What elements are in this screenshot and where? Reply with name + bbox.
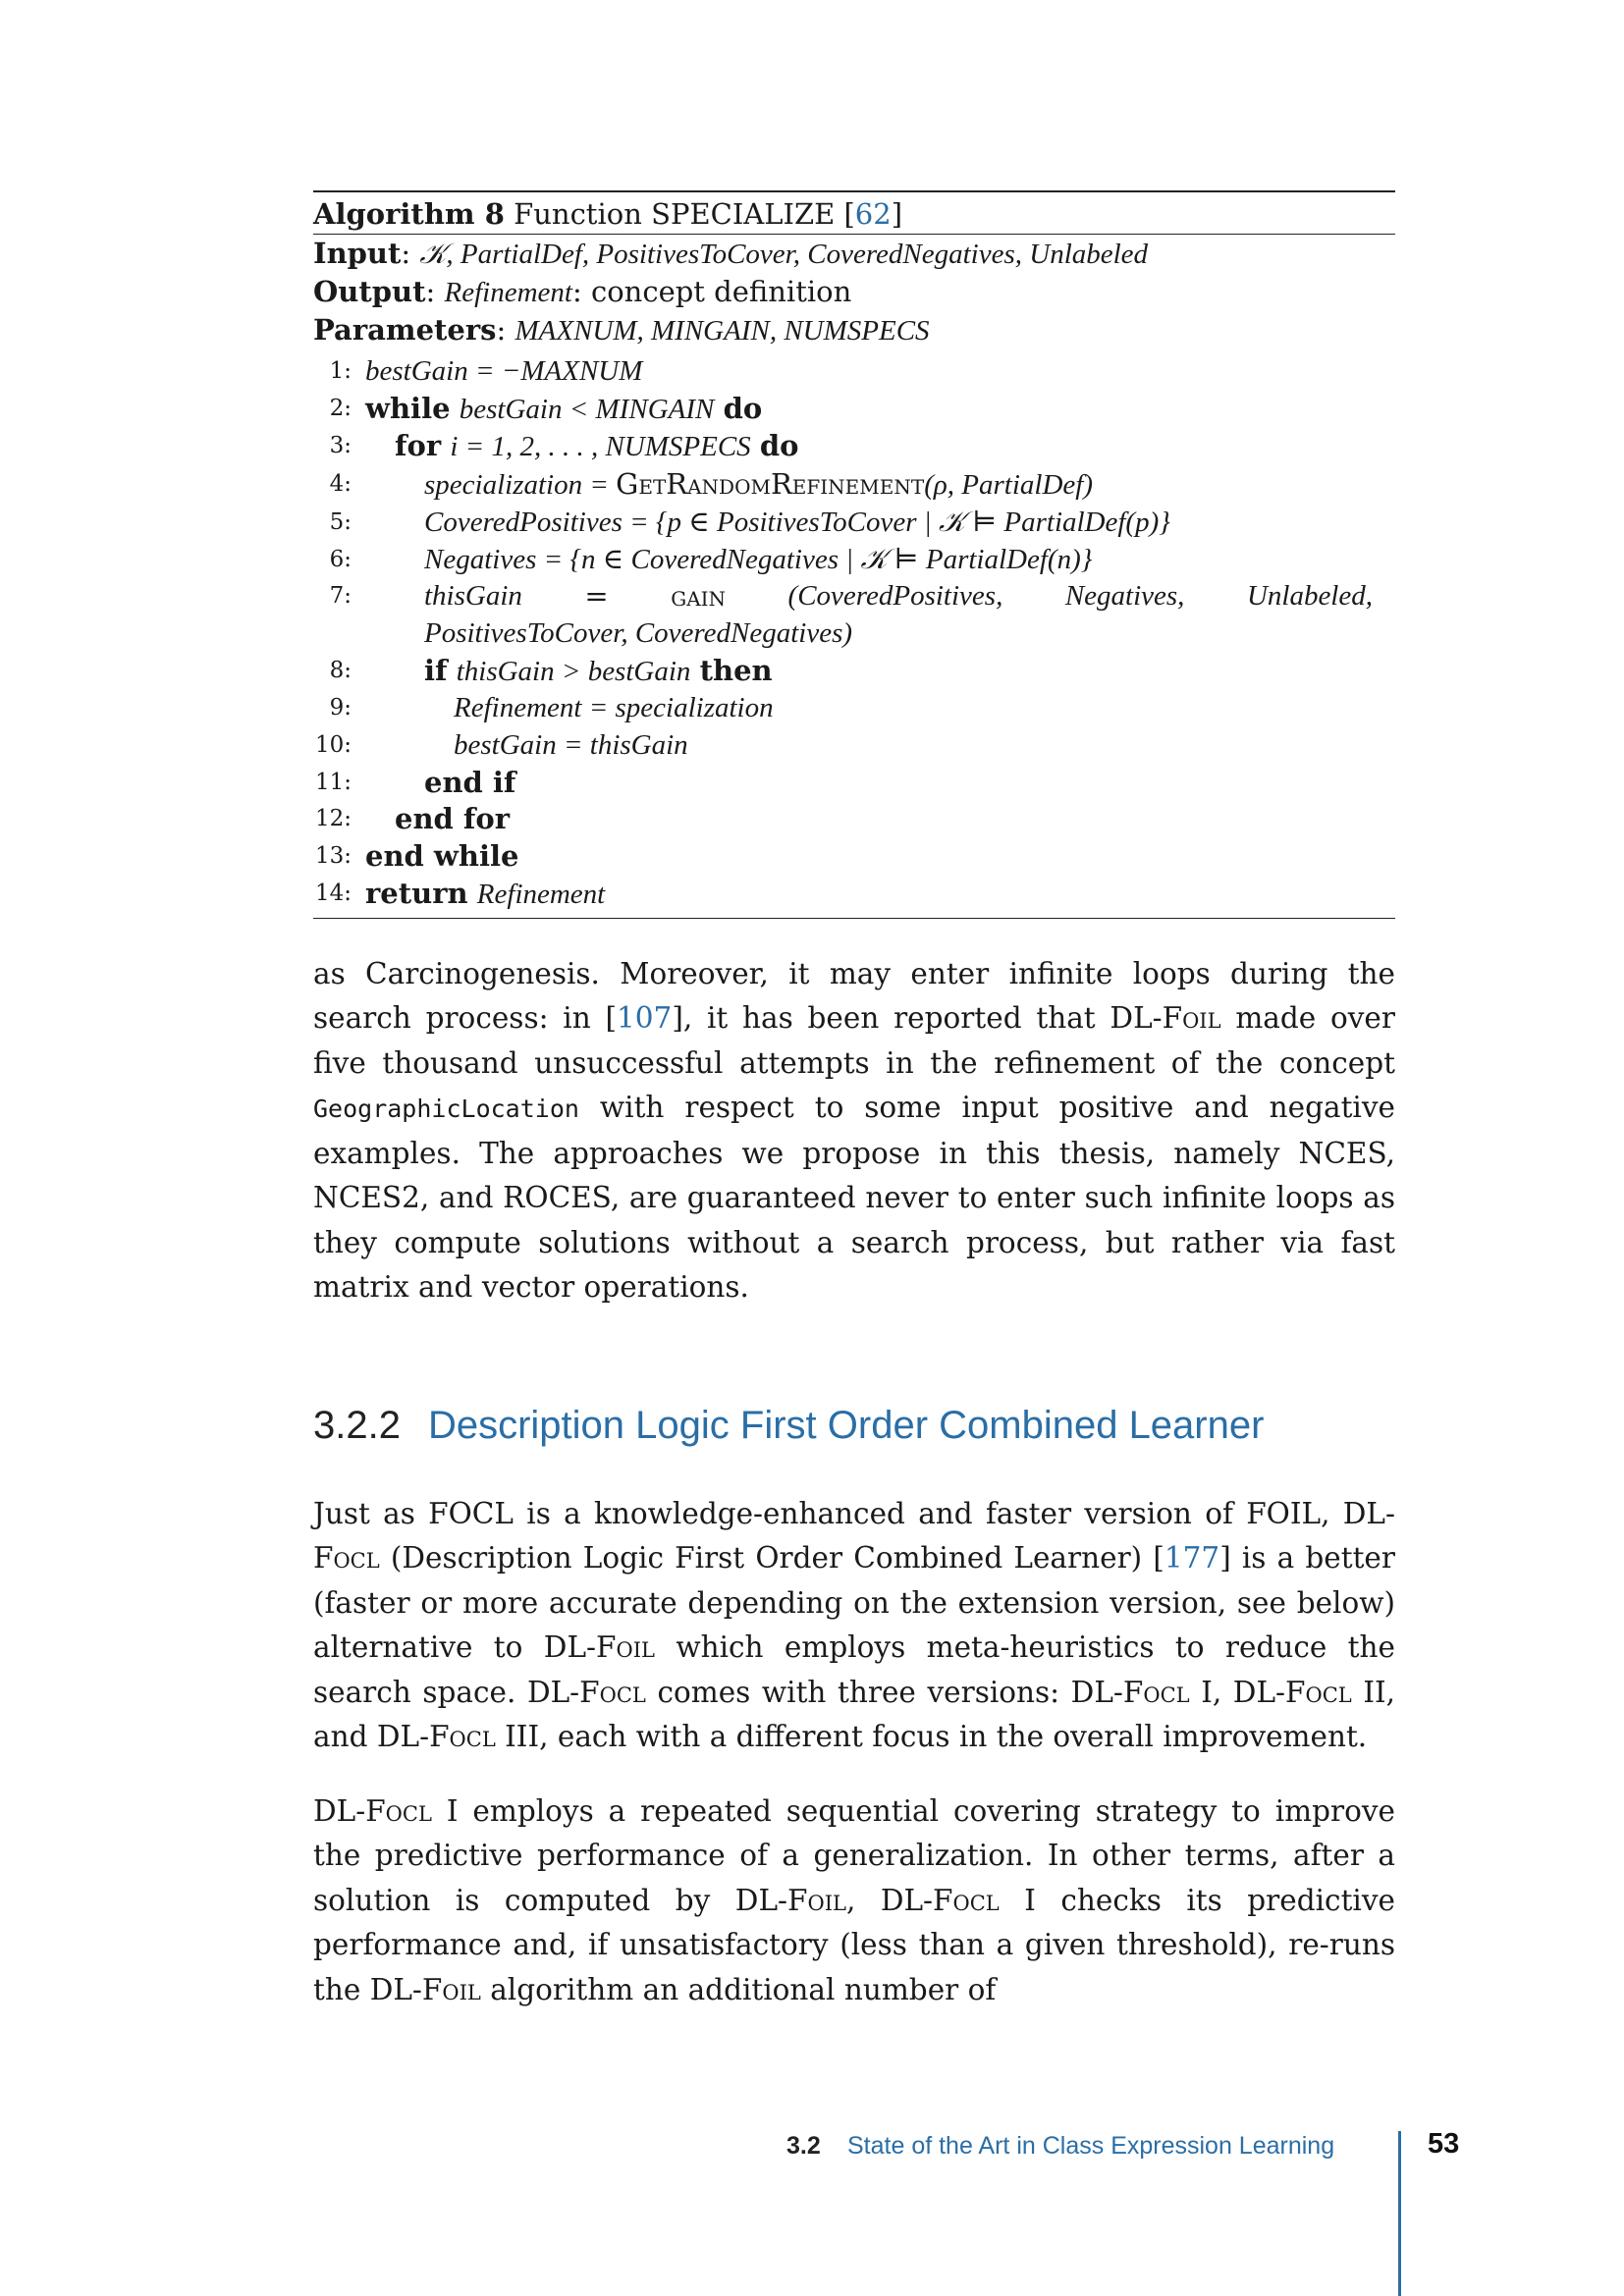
text: I checks its predictive performance and, if unsatisfactory (less than a given threshold), re-runs the DL- — [313, 1883, 1395, 2006]
algorithm-line-13 — [313, 838, 1395, 876]
section-title: Description Logic First Order Combined Learner — [427, 1403, 1265, 1447]
arg-1: (CoveredPositives, — [787, 580, 1003, 613]
line-number: 8: — [329, 657, 352, 683]
line-code: i = 1, 2, . . . , NUMSPECS — [450, 431, 751, 463]
text: which employs meta-heuristics to reduce the search space. DL- — [313, 1630, 1395, 1709]
line-number: 7: — [329, 583, 352, 610]
footer-section-number: 3.2 — [786, 2132, 821, 2160]
text: ] is a better (faster or more accurate depending on the extension version, see below) alternative to DL- — [313, 1541, 1395, 1665]
paragraph-1 — [313, 952, 1395, 1310]
input-label: Input — [313, 237, 402, 270]
small-caps-text: Focl — [1122, 1675, 1190, 1709]
small-caps-text: Focl — [579, 1675, 646, 1709]
text: comes with three versions: DL- — [645, 1675, 1123, 1709]
algorithm-line-7 — [313, 578, 1395, 615]
text: (Description Logic First Order Combined Learner) [ — [379, 1541, 1164, 1575]
small-caps-text: Foil — [421, 1972, 481, 2006]
output-label: Output — [313, 275, 426, 308]
algorithm-parameters: Parameters: MAXNUM, MINGAIN, NUMSPECS — [313, 313, 930, 347]
page-content — [313, 190, 1395, 2012]
algorithm-input: Input: 𝒦, PartialDef, PositivesToCover, CoveredNegatives, Unlabeled — [313, 237, 1149, 270]
arg-2: Negatives, — [1064, 580, 1185, 613]
keyword: end while — [365, 839, 519, 874]
text: II, and DL- — [313, 1675, 1396, 1754]
algorithm-line-1 — [313, 353, 1395, 391]
algorithm-line-7-cont — [313, 615, 1395, 653]
small-caps-text: Foil — [787, 1883, 846, 1917]
text: , DL- — [845, 1883, 934, 1917]
algorithm-line-10 — [313, 727, 1395, 765]
algorithm-line-12 — [313, 801, 1395, 838]
line-code: bestGain = −MAXNUM — [365, 355, 643, 387]
text: III, each with a different focus in the overall improvement. — [495, 1720, 1368, 1754]
small-caps-text: Focl — [1285, 1675, 1352, 1709]
line-number: 12: — [314, 806, 352, 832]
text: I employs a repeated sequential covering strategy to improve the predictive performance of a generalization. In other terms, after a solution is computed by DL- — [313, 1793, 1395, 1917]
line-code: CoveredPositives = {p ∈ PositivesToCover | 𝒦 ⊨ PartialDef(p)} — [424, 506, 1170, 538]
keyword: return — [365, 876, 468, 910]
algorithm-citation[interactable]: 62 — [854, 197, 892, 231]
text: algorithm an additional number of — [480, 1972, 997, 2006]
small-caps-text: Focl — [429, 1720, 496, 1754]
small-caps-text: Focl — [313, 1541, 380, 1575]
algorithm-line-4 — [313, 466, 1395, 505]
algorithm-line-3 — [313, 428, 1395, 466]
line-code: Refinement — [476, 878, 606, 910]
algorithm-line-5 — [313, 505, 1395, 542]
code-text: GeographicLocation — [313, 1095, 579, 1124]
line-number: 1: — [329, 358, 352, 384]
line-number: 2: — [329, 395, 352, 421]
section-number: 3.2.2 — [313, 1403, 401, 1447]
line-code: bestGain < MINGAIN — [459, 393, 715, 425]
equals-sign: = — [584, 579, 609, 614]
line-code: Refinement = specialization — [454, 692, 774, 724]
line-code: bestGain = thisGain — [454, 729, 688, 762]
citation-link[interactable]: 107 — [617, 1001, 673, 1036]
algorithm-box — [313, 190, 1395, 919]
params-label: Parameters — [313, 313, 497, 347]
keyword: do — [759, 429, 799, 463]
footer-accent-bar — [1398, 2131, 1401, 2296]
citation-link[interactable]: 177 — [1164, 1541, 1220, 1575]
line-code: Negatives = {n ∈ CoveredNegatives | 𝒦 ⊨ PartialDef(n)} — [424, 543, 1093, 575]
page-number: 53 — [1428, 2128, 1460, 2160]
line-number: 11: — [314, 769, 352, 795]
text: DL- — [313, 1793, 366, 1828]
algorithm-line-6 — [313, 542, 1395, 579]
algorithm-caption-text: Function SPECIALIZE [ — [514, 197, 855, 231]
algorithm-bottom-rule — [313, 918, 1395, 919]
line-code: thisGain > bestGain — [456, 655, 691, 687]
line-code-args: (ρ, PartialDef) — [924, 469, 1093, 502]
algorithm-caption — [313, 192, 1395, 234]
keyword: end if — [424, 765, 516, 799]
output-var: Refinement — [444, 277, 572, 308]
small-caps-text: Focl — [933, 1883, 1000, 1917]
small-caps-text: Foil — [596, 1630, 655, 1665]
line-number-empty — [313, 615, 365, 653]
function-name: GetRandomRefinement — [616, 467, 925, 502]
small-caps-text: Foil — [1162, 1001, 1221, 1036]
algorithm-caption-close: ] — [891, 197, 903, 231]
keyword: end for — [395, 802, 511, 836]
keyword: while — [365, 391, 451, 425]
algorithm-line-8 — [313, 653, 1395, 691]
text: with respect to some input positive and negative examples. The approaches we propose in this thesis, namely NCES, NCES2, and ROCES, are guaranteed never to enter such infinite loops as they compute solutions without a search process, but rather via fast matrix and vector operations. — [313, 1091, 1395, 1305]
line-number: 4: — [329, 471, 352, 498]
algorithm-output: Output: Refinement: concept definition — [313, 275, 852, 308]
line-code: specialization = — [424, 469, 617, 502]
output-desc: concept definition — [590, 275, 852, 308]
algorithm-line-14 — [313, 876, 1395, 914]
text: I, DL- — [1189, 1675, 1286, 1709]
text: ], it has been reported that DL- — [672, 1001, 1163, 1036]
line-code: PositivesToCover, CoveredNegatives) — [424, 616, 853, 649]
footer-section-title[interactable]: State of the Art in Class Expression Learning — [847, 2132, 1335, 2160]
small-caps-text: Focl — [365, 1793, 432, 1828]
line-number: 13: — [314, 843, 352, 870]
function-name: gain — [671, 579, 727, 614]
algorithm-line-9 — [313, 690, 1395, 727]
keyword: if — [424, 653, 448, 687]
section-heading — [313, 1401, 1395, 1450]
arg-3: Unlabeled, — [1246, 580, 1373, 613]
line-code: thisGain — [424, 580, 522, 613]
input-value: 𝒦, PartialDef, PositivesToCover, CoveredNegatives, Unlabeled — [419, 239, 1149, 270]
line-number: 14: — [314, 880, 352, 906]
algorithm-lines — [313, 353, 1395, 914]
text: made over five thousand unsuccessful attempts in the refinement of the concept — [313, 1001, 1395, 1080]
line-number: 9: — [329, 695, 352, 721]
algorithm-label: Algorithm 8 — [313, 197, 505, 231]
text: as Carcinogenesis. Moreover, it may enter infinite loops during the search process: in [ — [313, 956, 1395, 1036]
text: Just as FOCL is a knowledge-enhanced and faster version of FOIL, DL- — [313, 1496, 1395, 1530]
line-number: 3: — [329, 433, 352, 459]
algorithm-line-11 — [313, 765, 1395, 802]
paragraph-3 — [313, 1789, 1395, 2013]
line-number: 10: — [314, 732, 352, 759]
keyword: then — [699, 653, 773, 687]
keyword: for — [395, 429, 442, 463]
paragraph-2 — [313, 1492, 1395, 1760]
page-footer — [0, 2130, 1624, 2169]
line-number: 5: — [329, 508, 352, 535]
line-number: 6: — [329, 546, 352, 572]
params-value: MAXNUM, MINGAIN, NUMSPECS — [514, 315, 930, 347]
keyword: do — [723, 391, 763, 425]
algorithm-line-2 — [313, 391, 1395, 429]
